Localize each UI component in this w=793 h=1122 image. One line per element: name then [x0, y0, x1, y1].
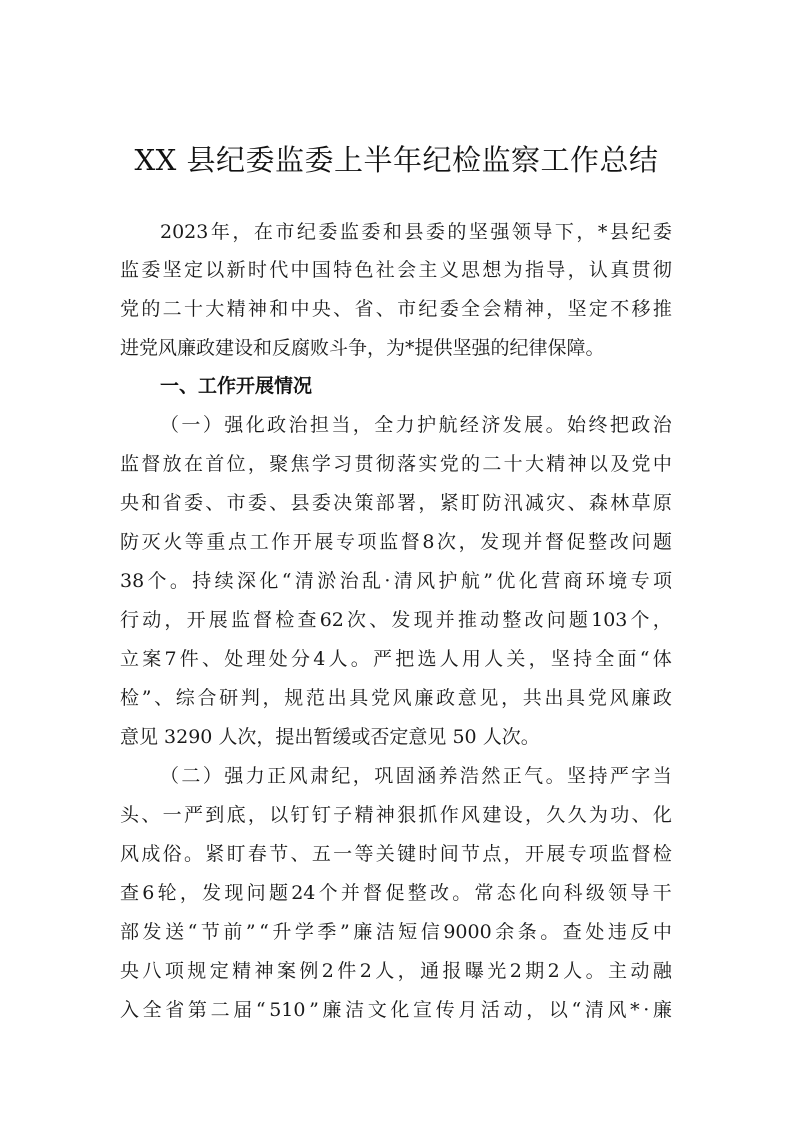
paragraph-line: 央 八 项 规 定 精 神 案 例 2 件 2 人 ， 通 报 曝 光 2 期 2 人 。 主 动 融 — [120, 960, 672, 982]
paragraph-line: 风 成 俗 。 紧 盯 春 节 、 五 一 等 关 键 时 间 节 点 ， 开 展 专 项 监 督 检 — [120, 843, 672, 865]
paragraph-line: 行 动 ， 开 展 监 督 检 查 62 次 、 发 现 并 推 动 整 改 问 题 103 个 ， — [120, 609, 672, 631]
paragraph-line: 央 和 省 委 、 市 委 、 县 委 决 策 部 署 ， 紧 盯 防 汛 减 灾 、 森 林 草 原 — [120, 492, 672, 514]
document-title: XX 县纪委监委上半年纪检监察工作总结 — [134, 143, 659, 177]
paragraph-line: 防 灭 火 等 重 点 工 作 开 展 专 项 监 督 8 次 ， 发 现 并 督 促 整 改 问 题 — [120, 531, 672, 553]
paragraph-line: 意见 3290 人次，提出暂缓或否定意见 50 人次。 — [120, 726, 540, 748]
paragraph-line: （ 一 ） 强 化 政 治 担 当 ， 全 力 护 航 经 济 发 展 。 始 终 把 政 治 — [160, 414, 672, 436]
paragraph-line: 监 督 放 在 首 位 ， 聚 焦 学 习 贯 彻 落 实 党 的 二 十 大 精 神 以 及 党 中 — [120, 453, 672, 475]
intro-line: 党 的 二 十 大 精 神 和 中 央 、 省 、 市 纪 委 全 会 精 神 ， 坚 定 不 移 推 — [120, 298, 672, 320]
paragraph-line: 38 个 。 持 续 深 化 “ 清 淤 治 乱 · 清 风 护 航 ” 优 化 营 商 环 境 专 项 — [120, 570, 672, 592]
paragraph-line: 检 ” 、 综 合 研 判 ， 规 范 出 具 党 风 廉 政 意 见 ， 共 出 具 党 风 廉 政 — [120, 687, 672, 709]
paragraph-line: 头 、 一 严 到 底 ， 以 钉 钉 子 精 神 狠 抓 作 风 建 设 ， 久 久 为 功 、 化 — [120, 804, 672, 826]
paragraph-line: 入 全 省 第 二 届 “ 510 ” 廉 洁 文 化 宣 传 月 活 动 ， 以 “ 清 风 * · 廉 — [120, 999, 672, 1021]
paragraph-line: 查 6 轮 ， 发 现 问 题 24 个 并 督 促 整 改 。 常 态 化 向 科 级 领 导 干 — [120, 882, 672, 904]
section-heading: 一、工作开展情况 — [160, 375, 313, 397]
paragraph-line: 部 发 送 “ 节 前 ” “ 升 学 季 ” 廉 洁 短 信 9000 余 条 。 查 处 违 反 中 — [120, 921, 672, 943]
paragraph-line: 立 案 7 件 、 处 理 处 分 4 人 。 严 把 选 人 用 人 关 ， 坚 持 全 面 “ 体 — [120, 648, 672, 670]
intro-line: 2023 年 ， 在 市 纪 委 监 委 和 县 委 的 坚 强 领 导 下 ， * 县 纪 委 — [160, 221, 672, 243]
intro-line: 监 委 坚 定 以 新 时 代 中 国 特 色 社 会 主 义 思 想 为 指 导 ， 认 真 贯 彻 — [120, 259, 672, 281]
paragraph-line: （ 二 ） 强 力 正 风 肃 纪 ， 巩 固 涵 养 浩 然 正 气 。 坚 持 严 字 当 — [160, 765, 672, 787]
intro-line: 进党风廉政建设和反腐败斗争，为*提供坚强的纪律保障。 — [120, 337, 605, 359]
